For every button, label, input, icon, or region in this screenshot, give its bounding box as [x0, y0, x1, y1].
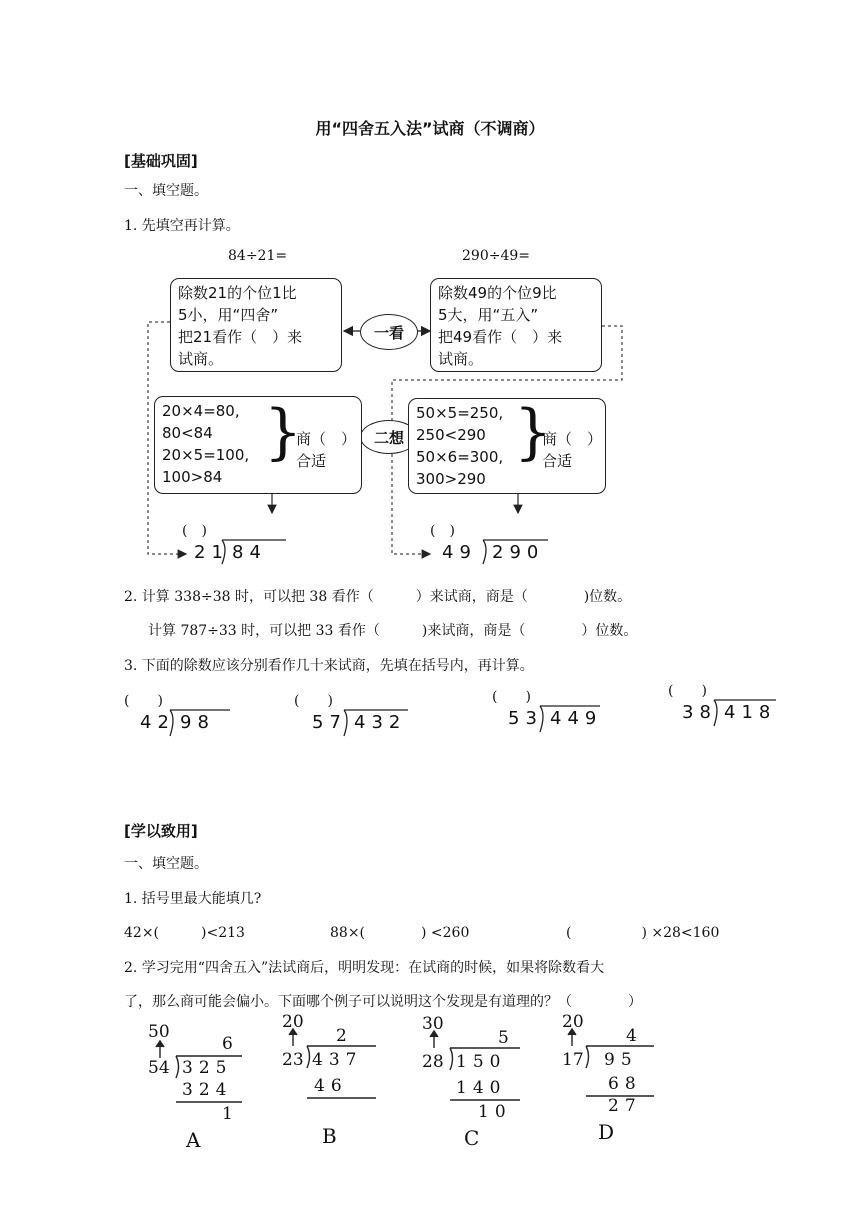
box-line: 300>290	[416, 470, 486, 488]
part-heading: 一、填空题。	[124, 856, 208, 872]
right-brace: }	[514, 397, 553, 467]
question-2-line-1: 2. 计算 338÷38 时，可以把 38 看作（ ）来试商，商是（ )位数。	[124, 589, 632, 605]
q3-paren[interactable]: ( )	[294, 693, 333, 709]
remainder: 10	[478, 1102, 512, 1122]
q3-paren[interactable]: ( )	[492, 689, 531, 705]
page-title: 用“四舍五入法”试商（不调商）	[315, 119, 545, 138]
approx-divisor: 50	[148, 1022, 170, 1042]
box-line: 50×6=300,	[416, 448, 504, 466]
right-shang	[542, 428, 602, 472]
q3-divisor: 57	[312, 712, 347, 733]
option-letter-d[interactable]: D	[598, 1120, 615, 1144]
q3-divisor: 42	[140, 712, 175, 733]
fill-item[interactable]: 88×( ) <260	[330, 925, 470, 941]
option-letter-b[interactable]: B	[322, 1124, 337, 1148]
dividend: 95	[604, 1050, 638, 1070]
box-line: 试商。	[438, 350, 484, 368]
question-2-line-2: 了，那么商可能会偏小。下面哪个例子可以说明这个发现是有道理的？（ ）	[124, 994, 642, 1010]
quotient: 2	[336, 1026, 347, 1046]
quotient: 5	[498, 1028, 509, 1048]
approx-divisor: 20	[282, 1012, 304, 1032]
q3-divisor: 53	[508, 708, 543, 729]
right-expression: 290÷49=	[462, 248, 530, 264]
dividend: 437	[312, 1050, 363, 1070]
shang-line: 合适	[542, 452, 573, 470]
dividend: 150	[456, 1052, 507, 1072]
box-line: 50×5=250,	[416, 404, 504, 422]
box-line: 80<84	[162, 424, 213, 442]
approx-divisor: 20	[562, 1012, 584, 1032]
box-line: 100>84	[162, 468, 223, 486]
box-line: 除数21的个位1比	[178, 284, 297, 302]
product: 140	[456, 1078, 507, 1098]
section-heading-apply: [学以致用]	[124, 822, 198, 840]
part-heading: 一、填空题。	[124, 183, 208, 199]
section-heading-basic: [基础巩固]	[124, 152, 198, 170]
q3-divisor: 38	[682, 702, 717, 723]
box-line: 250<290	[416, 426, 486, 444]
box-line: 5小，用“四舍”	[178, 306, 279, 324]
box-line: 把49看作（ ）来	[438, 328, 563, 346]
option-letter-a[interactable]: A	[186, 1128, 201, 1152]
left-shang	[296, 428, 356, 472]
product: 46	[314, 1076, 348, 1096]
left-brace: }	[264, 397, 303, 467]
question-2-line-2: 计算 787÷33 时，可以把 33 看作（ )来试商，商是（ ）位数。	[148, 623, 638, 639]
fill-item[interactable]: ( ) ×28<160	[566, 925, 720, 941]
box-line: 5大，用“五入”	[438, 306, 539, 324]
quotient: 6	[222, 1034, 233, 1054]
q3-dividend: 98	[180, 712, 215, 733]
right-dividend: 290	[492, 542, 545, 563]
remainder: 1	[222, 1104, 233, 1124]
question-3-label: 3. 下面的除数应该分别看作几十来试商，先填在括号内，再计算。	[124, 658, 534, 674]
q3-dividend: 432	[354, 712, 407, 733]
question-2-line-1: 2. 学习完用“四舍五入”法试商后，明明发现：在试商的时候，如果将除数看大	[124, 960, 605, 976]
quotient: 4	[626, 1026, 637, 1046]
look-oval: 一看	[360, 314, 418, 350]
right-divisor: 49	[442, 542, 477, 563]
q3-paren[interactable]: ( )	[668, 683, 707, 699]
left-expression: 84÷21=	[228, 248, 288, 264]
box-line: 20×5=100,	[162, 446, 250, 464]
shang-line: 商（ ）	[542, 430, 603, 448]
product: 324	[182, 1080, 233, 1100]
remainder: 27	[608, 1096, 642, 1116]
divisor: 23	[282, 1050, 304, 1070]
right-hint-box	[430, 278, 602, 372]
box-line: 试商。	[178, 350, 224, 368]
approx-divisor: 30	[422, 1014, 444, 1034]
divisor: 28	[422, 1052, 444, 1072]
option-letter-c[interactable]: C	[464, 1126, 480, 1150]
divisor: 54	[148, 1058, 170, 1078]
q3-paren[interactable]: ( )	[124, 693, 163, 709]
product: 68	[608, 1074, 642, 1094]
left-dividend: 84	[232, 542, 267, 563]
question-1-label: 1. 先填空再计算。	[124, 218, 240, 234]
fill-item[interactable]: 42×( )<213	[124, 925, 245, 941]
shang-line: 商（ ）	[296, 430, 357, 448]
q3-dividend: 418	[724, 702, 777, 723]
right-quotient-blank[interactable]: ( )	[430, 523, 455, 539]
left-hint-box	[170, 278, 342, 372]
shang-line: 合适	[296, 452, 327, 470]
left-quotient-blank[interactable]: ( )	[182, 523, 207, 539]
box-line: 把21看作（ ）来	[178, 328, 303, 346]
q3-dividend: 449	[550, 708, 603, 729]
box-line: 20×4=80,	[162, 402, 240, 420]
divisor: 17	[562, 1050, 584, 1070]
dividend: 325	[182, 1058, 233, 1078]
box-line: 除数49的个位9比	[438, 284, 557, 302]
think-oval: 二想	[360, 420, 418, 454]
question-1-label: 1. 括号里最大能填几?	[124, 891, 262, 907]
left-divisor: 21	[194, 542, 229, 563]
